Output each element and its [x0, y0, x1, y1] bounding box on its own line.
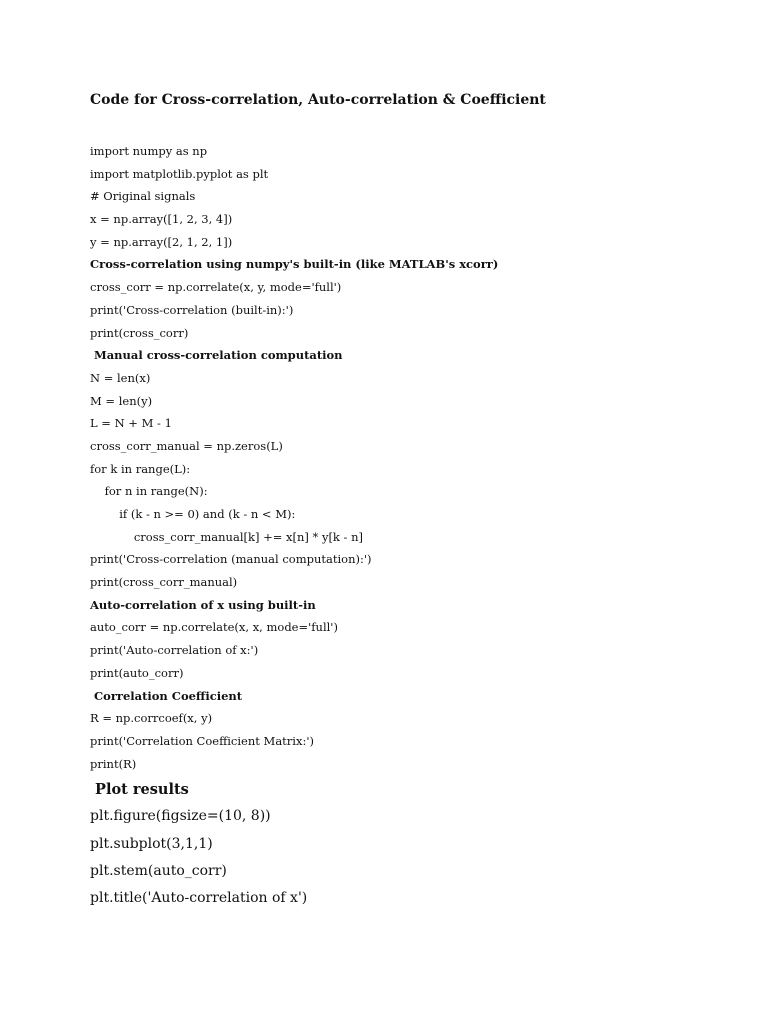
code-line: L = N + M - 1 — [90, 416, 172, 431]
code-line: if (k - n >= 0) and (k - n < M): — [90, 507, 296, 521]
section-heading: Correlation Coefficient — [90, 688, 243, 703]
code-line: print('Cross-correlation (built-in):') — [90, 302, 294, 317]
code-line: print('Cross-correlation (manual computation):') — [90, 552, 372, 567]
plot-code-block — [90, 776, 730, 912]
code-line: print(cross_corr) — [90, 325, 189, 340]
code-line: print('Auto-correlation of x:') — [90, 643, 259, 658]
section-heading: Auto-correlation of x using built-in — [90, 597, 316, 612]
code-line: plt.figure(figsize=(10, 8)) — [90, 808, 271, 825]
code-line: for k in range(L): — [90, 461, 191, 476]
code-line: M = len(y) — [90, 393, 153, 408]
section-heading: Manual cross-correlation computation — [90, 348, 343, 363]
code-line: auto_corr = np.correlate(x, x, mode='full') — [90, 620, 338, 635]
section-heading: Plot results — [90, 781, 189, 798]
code-line: for n in range(N): — [90, 484, 208, 499]
code-line: import matplotlib.pyplot as plt — [90, 166, 269, 181]
code-line: print(R) — [90, 756, 137, 771]
code-line: print('Correlation Coefficient Matrix:') — [90, 733, 314, 748]
section-heading: Cross-correlation using numpy's built-in (like MATLAB's xcorr) — [90, 257, 499, 272]
code-line: N = len(x) — [90, 370, 151, 385]
code-line: import numpy as np — [90, 144, 208, 158]
code-line: print(auto_corr) — [90, 665, 184, 680]
code-line: y = np.array([2, 1, 2, 1]) — [90, 234, 233, 249]
code-line: R = np.corrcoef(x, y) — [90, 711, 213, 726]
code-line: plt.title('Auto-correlation of x') — [90, 890, 308, 907]
code-comment: # Original signals — [90, 189, 196, 204]
code-line: print(cross_corr_manual) — [90, 575, 238, 590]
code-line: plt.stem(auto_corr) — [90, 862, 227, 879]
code-line: plt.subplot(3,1,1) — [90, 835, 213, 852]
code-block — [90, 140, 730, 775]
code-line: cross_corr = np.correlate(x, y, mode='full') — [90, 280, 342, 295]
code-line: cross_corr_manual = np.zeros(L) — [90, 438, 283, 453]
document-title: Code for Cross-correlation, Auto-correlation & Coefficient — [90, 92, 546, 108]
code-line: x = np.array([1, 2, 3, 4]) — [90, 212, 233, 227]
code-line: cross_corr_manual[k] += x[n] * y[k - n] — [90, 529, 363, 544]
